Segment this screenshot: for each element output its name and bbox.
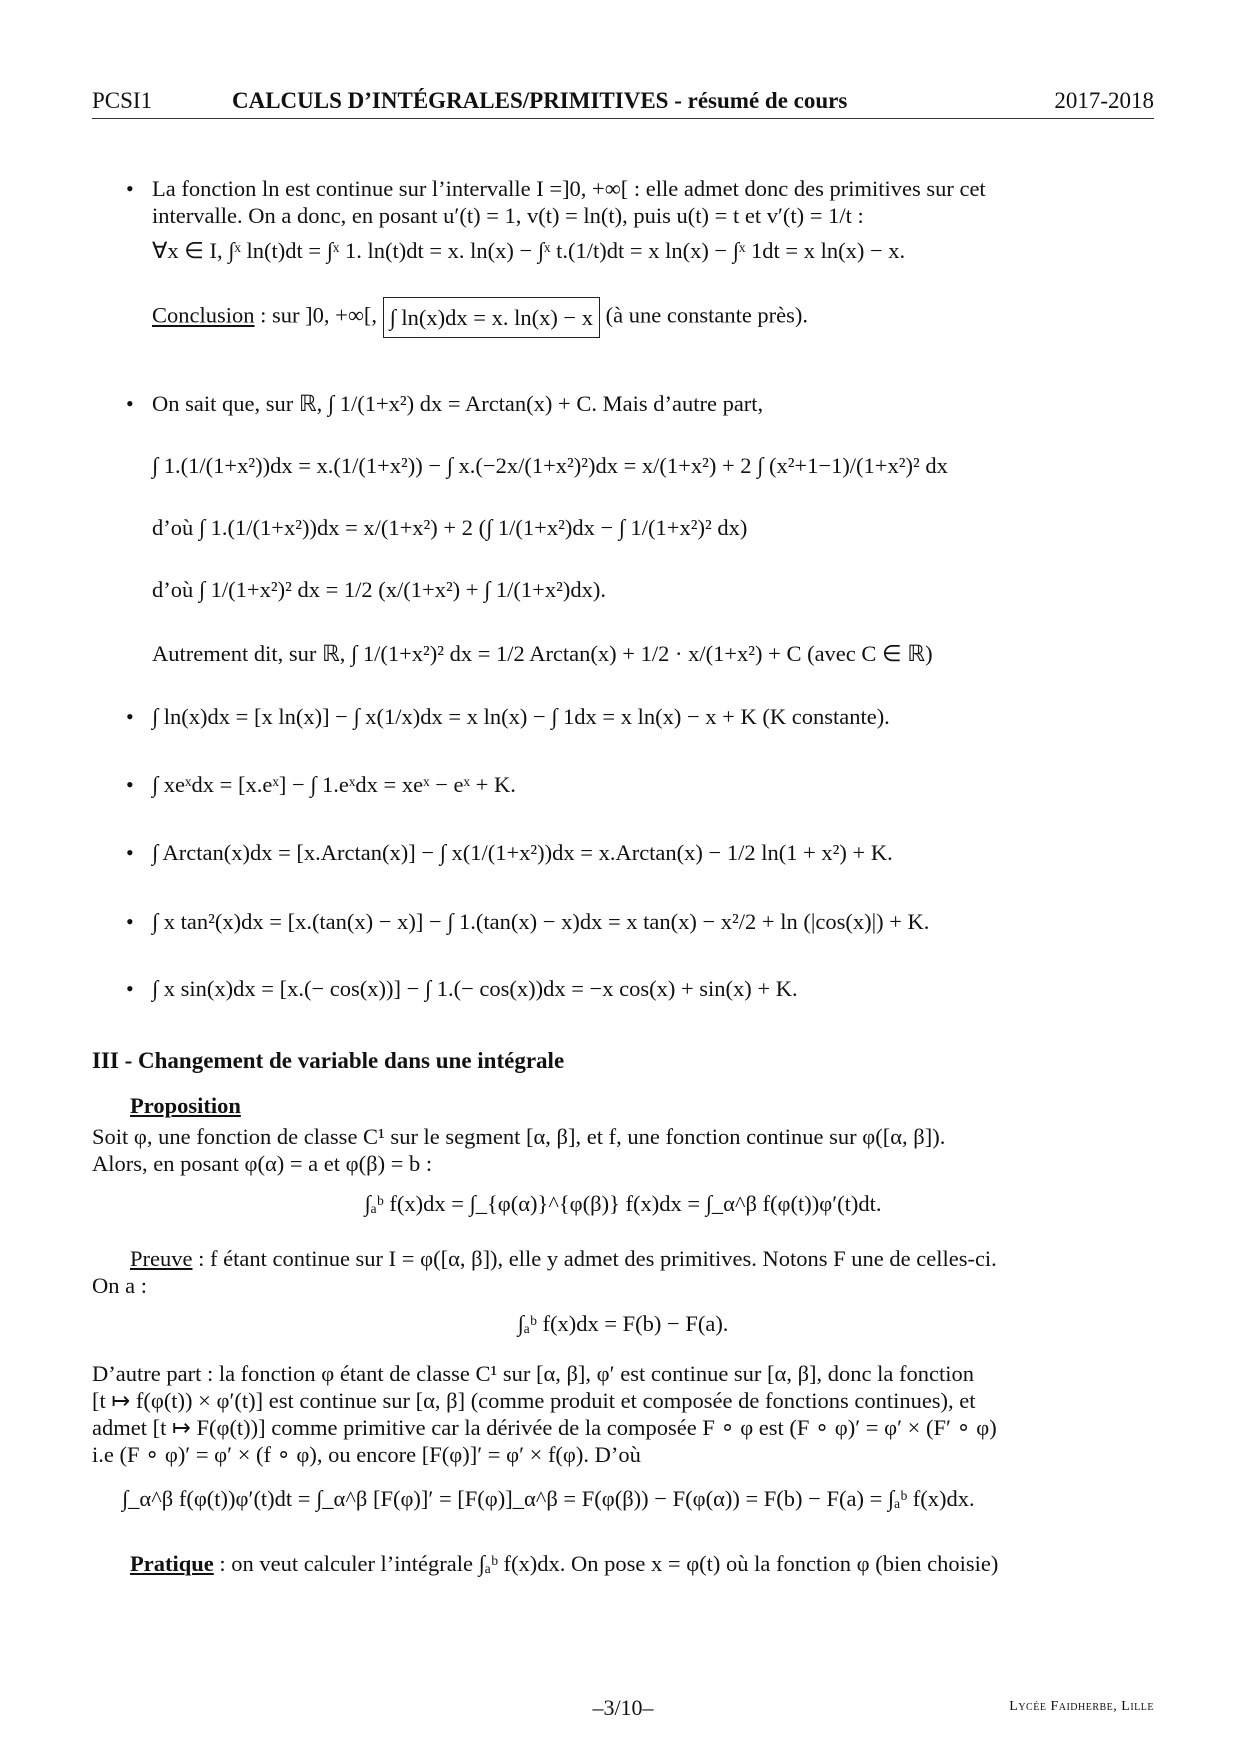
bullet-icon: • [126,772,134,797]
text-line: Soit φ, une fonction de classe C¹ sur le segment [α, β], et f, une fonction continue sur φ([α, β]). [92,1124,946,1149]
class-label: PCSI1 [92,88,153,113]
formula-line: ∀x ∈ I, ∫ˣ ln(t)dt = ∫ˣ 1. ln(t)dt = x. ln(x) − ∫ˣ t.(1/t)dt = x ln(x) − ∫ˣ 1dt = x ln(x) − x. [152,238,906,263]
formula-line: On sait que, sur ℝ, ∫ 1/(1+x²) dx = Arctan(x) + C. Mais d’autre part, [152,391,764,416]
bullet-icon: • [126,391,134,416]
bullet-icon: • [126,704,134,729]
text-line: Alors, en posant φ(α) = a et φ(β) = b : [92,1151,433,1176]
document-title: CALCULS D’INTÉGRALES/PRIMITIVES - résumé de cours [232,88,848,113]
text-line: D’autre part : la fonction φ étant de classe C¹ sur [α, β], φ′ est continue sur [α, β], donc la fonction [92,1361,974,1386]
school-year: 2017-2018 [1054,88,1154,113]
formula-line: ∫ 1.(1/(1+x²))dx = x.(1/(1+x²)) − ∫ x.(−2x/(1+x²)²)dx = x/(1+x²) + 2 ∫ (x²+1−1)/(1+x²)² dx [152,453,948,478]
proof-formula: ∫_α^β f(φ(t))φ′(t)dt = ∫_α^β [F(φ)]′ = [F(φ)]_α^β = F(φ(β)) − F(φ(α)) = F(b) − F(a) = ∫ₐᵇ f(x)dx. [122,1486,975,1511]
proof-label: Preuve [130,1246,193,1271]
text-line: On a : [92,1273,147,1298]
bullet-icon: • [126,840,134,865]
proposition-label: Proposition [130,1093,241,1118]
page-number: –3/10– [592,1695,654,1720]
section-heading: III - Changement de variable dans une intégrale [92,1048,565,1073]
conclusion-label: Conclusion [152,302,255,328]
practice-line: Pratique : on veut calculer l’intégrale ∫ₐᵇ f(x)dx. On pose x = φ(t) où la fonction φ (bien choisie) [130,1551,999,1576]
formula-line: d’où ∫ 1.(1/(1+x²))dx = x/(1+x²) + 2 (∫ 1/(1+x²)dx − ∫ 1/(1+x²)² dx) [152,515,748,540]
proof-formula: ∫ₐᵇ f(x)dx = F(b) − F(a). [517,1311,729,1336]
text-line: La fonction ln est continue sur l’intervalle I =]0, +∞[ : elle admet donc des primitives sur cet [152,176,986,201]
text-line: intervalle. On a donc, en posant u′(t) = 1, v(t) = ln(t), puis u(t) = t et v′(t) = 1/t : [152,203,864,228]
boxed-result: ∫ ln(x)dx = x. ln(x) − x [383,297,600,338]
school-name: Lycée Faidherbe, Lille [1009,1699,1154,1714]
formula-line: d’où ∫ 1/(1+x²)² dx = 1/2 (x/(1+x²) + ∫ 1/(1+x²)dx). [152,577,606,602]
bullet-icon: • [126,976,134,1001]
formula-line: Autrement dit, sur ℝ, ∫ 1/(1+x²)² dx = 1/2 Arctan(x) + 1/2 · x/(1+x²) + C (avec C ∈ ℝ) [152,641,933,666]
proposition-formula: ∫ₐᵇ f(x)dx = ∫_{φ(α)}^{φ(β)} f(x)dx = ∫_α^β f(φ(t))φ′(t)dt. [364,1191,882,1216]
text-line: admet [t ↦ F(φ(t))] comme primitive car la dérivée de la composée F ∘ φ est (F ∘ φ)′ = φ′ × (F′ ∘ φ) [92,1415,997,1440]
proof-line: Preuve : f étant continue sur I = φ([α, β]), elle y admet des primitives. Notons F une de celles-ci. [130,1246,997,1271]
bullet-icon: • [126,909,134,934]
conclusion-line: Conclusion : sur ]0, +∞[, ∫ ln(x)dx = x. ln(x) − x (à une constante près). [152,297,808,338]
text-line: [t ↦ f(φ(t)) × φ′(t)] est continue sur [α, β] (comme produit et composée de fonctions continues), et [92,1388,976,1413]
practice-label: Pratique [130,1551,214,1576]
text-line: i.e (F ∘ φ)′ = φ′ × (f ∘ φ), ou encore [F(φ)]′ = φ′ × f(φ). D’où [92,1442,641,1467]
page-header [92,88,1154,119]
document-page: PCSI1 CALCULS D’INTÉGRALES/PRIMITIVES - résumé de cours 2017-2018 • La fonction ln est continue sur l’intervalle I =]0, +∞[ : elle admet donc des primitives sur cet intervalle. On a donc, en posant u′(t) = 1, v(t) = ln(t), puis u(t) = t et v′(t) = 1/t : ∀x ∈ I, ∫ˣ ln(t)dt = ∫ˣ 1. ln(t)dt = x. ln(x) − ∫ˣ t.(1/t)dt = x ln(x) − ∫ˣ 1dt = x ln(x) − x. Conclusion : sur ]0, +∞[, ∫ ln(x)dx = x. ln(x) − x (à une constante près). • On sait que, sur ℝ, ∫ 1/(1+x²) dx = Arctan(x) + C. Mais d’autre part, ∫ 1.(1/(1+x²))dx = x.(1/(1+x²)) − ∫ x.(−2x/(1+x²)²)dx = x/(1+x²) + 2 ∫ (x²+1−1)/(1+x²)² dx d’où ∫ 1.(1/(1+x²))dx = x/(1+x²) + 2 (∫ 1/(1+x²)dx − ∫ 1/(1+x²)² dx) d’où ∫ 1/(1+x²)² dx = 1/2 (x/(1+x²) + ∫ 1/(1+x²)dx). Autrement dit, sur ℝ, ∫ 1/(1+x²)² dx = 1/2 Arctan(x) + 1/2 · x/(1+x²) + C (avec C ∈ ℝ) • ∫ ln(x)dx = [x ln(x)] − ∫ x(1/x)dx = x ln(x) − ∫ 1dx = x ln(x) − x + K (K constante). • ∫ xeˣdx = [x.eˣ] − ∫ 1.eˣdx = xeˣ − eˣ + K. • ∫ Arctan(x)dx = [x.Arctan(x)] − ∫ x(1/(1+x²))dx = x.Arctan(x) − 1/2 ln(1 + x²) + K. • ∫ x tan²(x)dx = [x.(tan(x) − x)] − ∫ 1.(tan(x) − x)dx = x tan(x) − x²/2 + ln (|cos(x)|) + K. • ∫ x sin(x)dx = [x.(− cos(x))] − ∫ 1.(− cos(x))dx = −x cos(x) + sin(x) + K. III - Changement de variable dans une intégrale Proposition Soit φ, une fonction de classe C¹ sur le segment [α, β], et f, une fonction continue sur φ([α, β]). Alors, en posant φ(α) = a et φ(β) = b : ∫ₐᵇ f(x)dx = ∫_{φ(α)}^{φ(β)} f(x)dx = ∫_α^β f(φ(t))φ′(t)dt. Preuve : f étant continue sur I = φ([α, β]), elle y admet des primitives. Notons F une de celles-ci. On a : ∫ₐᵇ f(x)dx = F(b) − F(a). D’autre part : la fonction φ étant de classe C¹ sur [α, β], φ′ est continue sur [α, β], donc la fonction [t ↦ f(φ(t)) × φ′(t)] est continue sur [α, β] (comme produit et composée de fonctions continues), et admet [t ↦ F(φ(t))] comme primitive car la dérivée de la composée F ∘ φ est (F ∘ φ)′ = φ′ × (F′ ∘ φ) i.e (F ∘ φ)′ = φ′ × (f ∘ φ), ou encore [F(φ)]′ = φ′ × f(φ). D’où ∫_α^β f(φ(t))φ′(t)dt = ∫_α^β [F(φ)]′ = [F(φ)]_α^β = F(φ(β)) − F(φ(α)) = F(b) − F(a) = ∫ₐᵇ f(x)dx. Pratique : on veut calculer l’intégrale ∫ₐᵇ f(x)dx. On pose x = φ(t) où la fonction φ (bien choisie) –3/10– Lycée Faidherbe, Lille [92,88,1154,1720]
bullet-icon: • [126,176,134,201]
